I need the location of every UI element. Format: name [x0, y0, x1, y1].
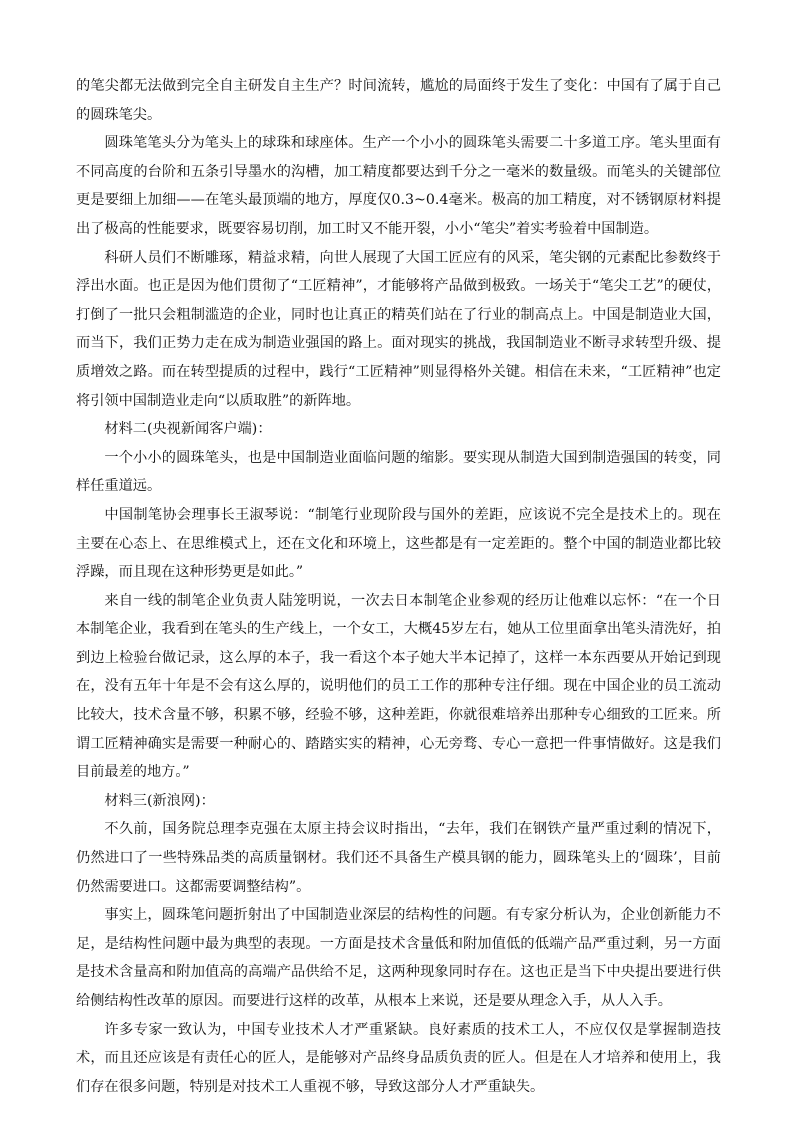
- paragraph-2: 圆珠笔笔头分为笔头上的球珠和球座体。生产一个小小的圆珠笔头需要二十多道工序。笔头里面有不同高度的台阶和五条引导墨水的沟槽，加工精度都要达到千分之一毫米的数量级。而笔头的关键部位更是要细上加细——在笔头最顶端的地方，厚度仅0.3~0.4毫米。极高的加工精度，对不锈钢原材料提出了极高的性能要求，既要容易切削，加工时又不能开裂，小小“笔尖”着实考验着中国制造。: [76, 135, 721, 237]
- document-page: [76, 72, 721, 1101]
- paragraph-9: 许多专家一致认为，中国专业技术人才严重紧缺。良好素质的技术工人，不应仅仅是掌握制造技术，而且还应该是有责任心的匠人，是能够对产品终身品质负责的匠人。但是在人才培养和使用上，我们存在很多问题，特别是对技术工人重视不够，导致这部分人才严重缺失。: [76, 1021, 721, 1095]
- section-heading-material-2: 材料二(央视新闻客户端)：: [104, 421, 272, 438]
- paragraph-5: 中国制笔协会理事长王淑琴说：“制笔行业现阶段与国外的差距，应该说不完全是技术上的。现在主要在心态上、在思维模式上，还在文化和环境上，这些都是有一定差距的。整个中国的制造业都比较浮躁，而且现在这种形势更是如此。”: [76, 506, 721, 581]
- paragraph-8: 事实上，圆珠笔问题折射出了中国制造业深层的结构性的问题。有专家分析认为，企业创新能力不足，是结构性问题中最为典型的表现。一方面是技术含量低和附加值低的低端产品严重过剩，另一方面是技术含量高和附加值高的高端产品供给不足，这两种现象同时存在。这也正是当下中央提出要进行供给侧结构性改革的原因。而要进行这样的改革，从根本上来说，还是要从理念入手，从人入手。: [76, 907, 721, 1009]
- section-heading-material-3: 材料三(新浪网)：: [104, 792, 215, 809]
- paragraph-4: 一个小小的圆珠笔头，也是中国制造业面临问题的缩影。要实现从制造大国到制造强国的转变，同样任重道远。: [76, 449, 721, 495]
- paragraph-6: 来自一线的制笔企业负责人陆笼明说，一次去日本制笔企业参观的经历让他难以忘怀：“在一个日本制笔企业，我看到在笔头的生产线上，一个女工，大概45岁左右，她从工位里面拿出笔头清洗好，拍到边上检验台做记录，这么厚的本子，我一看这个本子她大半本记掉了，这样一本东西要从开始记到现在，没有五年十年是不会有这么厚的，说明他们的员工工作的那种专注仔细。现在中国企业的员工流动比较大，技术含量不够，积累不够，经验不够，这种差距，你就很难培养出那种专心细致的工匠来。所谓工匠精神确实是需要一种耐心的、踏踏实实的精神，心无旁骛、专心一意把一件事情做好。这是我们目前最差的地方。”: [76, 592, 721, 781]
- paragraph-3: 科研人员们不断雕琢，精益求精，向世人展现了大国工匠应有的风采，笔尖钢的元素配比参数终于浮出水面。也正是因为他们贯彻了“工匠精神”，才能够将产品做到极致。一场关于“笔尖工艺”的硬仗，打倒了一批只会粗制滥造的企业，同时也让真正的精英们站在了行业的制高点上。中国是制造业大国，而当下，我们正势力走在成为制造业强国的路上。面对现实的挑战，我国制造业不断寻求转型升级、提质增效之路。而在转型提质的过程中，践行“工匠精神”则显得格外关键。相信在未来，“工匠精神”也定将引领中国制造业走向“以质取胜”的新阵地。: [76, 249, 721, 409]
- paragraph-7: 不久前，国务院总理李克强在太原主持会议时指出，“去年，我们在钢铁产量严重过剩的情况下，仍然进口了一些特殊品类的高质量钢材。我们还不具备生产模具钢的能力，圆珠笔头上的‘圆珠’，目前仍然需要进口。这都需要调整结构”。: [76, 821, 721, 895]
- paragraph-1: 的笔尖都无法做到完全自主研发自主生产？时间流转，尴尬的局面终于发生了变化：中国有了属于自己的圆珠笔尖。: [76, 78, 721, 123]
